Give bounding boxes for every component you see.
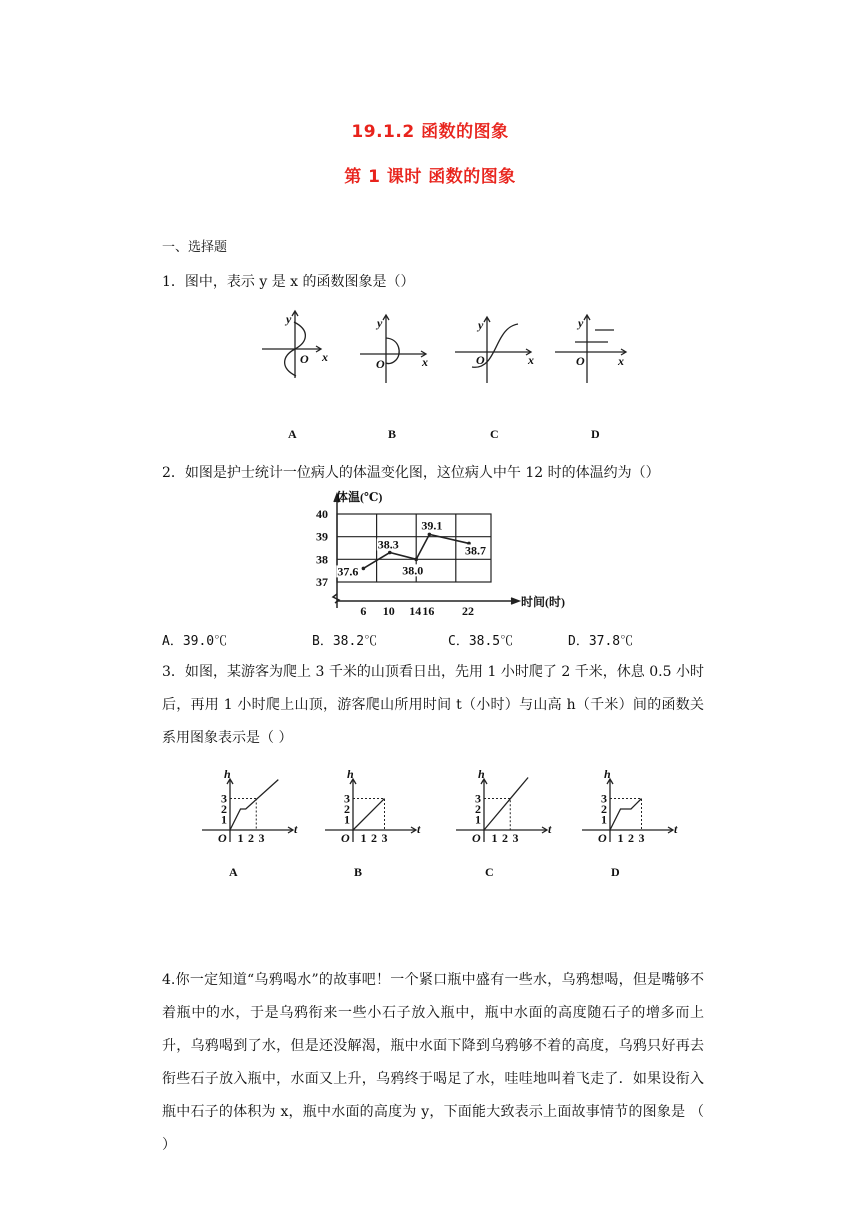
q3-y-tick-label: 2 <box>601 802 607 816</box>
chart-data-point <box>414 558 418 562</box>
svg-text:x: x <box>422 355 428 369</box>
q3-graph-line <box>353 799 385 831</box>
chart-data-label: 37.6 <box>337 564 359 579</box>
q1-label-d: D <box>591 427 600 441</box>
chart-data-label: 39.1 <box>421 518 443 533</box>
q3-origin-label: O <box>598 831 607 845</box>
q3-label-b: B <box>354 865 363 879</box>
q3-graph-line <box>610 799 642 831</box>
q3-x-tick-label: 2 <box>628 831 634 845</box>
q3-axis-label-h: h <box>478 767 485 781</box>
q3-label-a: A <box>229 865 238 879</box>
svg-text:x: x <box>528 353 534 367</box>
q2-option-b: B．38.2℃ <box>312 634 378 649</box>
q3-axis-label-h: h <box>347 767 354 781</box>
q2-option-d: D．37.8℃ <box>568 634 634 649</box>
q3-axis-label-t: t <box>294 822 298 836</box>
question-2-text: 2．如图是护士统计一位病人的体温变化图，这位病人中午 12 时的体温约为（） <box>162 465 660 481</box>
chart-y-tick-label: 38 <box>316 552 328 567</box>
page-title: 19.1.2 函数的图象 <box>351 122 509 142</box>
svg-text:x: x <box>322 350 328 364</box>
q3-y-tick-label: 1 <box>221 812 227 827</box>
svg-text:x: x <box>618 354 624 368</box>
q3-axis-label-t: t <box>417 822 421 836</box>
q3-axis-label-t: t <box>674 822 678 836</box>
q3-label-d: D <box>611 865 620 879</box>
q3-graph-line <box>230 780 278 830</box>
q1-graph-c <box>455 317 531 383</box>
chart-x-axis-label: 时间(时) <box>521 595 565 609</box>
q3-axis-label-h: h <box>224 767 231 781</box>
q2-option-c: C．38.5℃ <box>448 634 514 649</box>
chart-x-tick-label: 10 <box>382 604 395 618</box>
q2-option-a: A．39.0℃ <box>162 634 228 649</box>
q1-label-b: B <box>388 427 397 441</box>
q3-origin-label: O <box>472 831 481 845</box>
chart-y-tick-label: 40 <box>316 507 328 521</box>
q1-graph-b <box>360 315 426 383</box>
q3-y-tick-label: 3 <box>344 791 350 806</box>
svg-text:O: O <box>376 357 385 371</box>
q3-axis-label-h: h <box>604 767 611 781</box>
q3-x-tick-label: 1 <box>237 831 244 845</box>
chart-x-tick-label: 14 <box>409 604 422 618</box>
svg-text:O: O <box>300 352 309 366</box>
page-subtitle: 第 1 课时 函数的图象 <box>344 167 516 187</box>
q3-y-tick-label: 2 <box>221 802 227 816</box>
section-heading: 一、选择题 <box>162 240 228 255</box>
q3-y-tick-label: 3 <box>221 791 227 806</box>
q3-y-tick-label: 1 <box>475 812 481 827</box>
chart-y-tick-label: 39 <box>316 529 328 544</box>
chart-data-point <box>428 533 432 537</box>
q3-x-tick-label: 3 <box>638 831 645 845</box>
q3-x-tick-label: 2 <box>371 831 377 845</box>
q3-origin-label: O <box>341 831 350 845</box>
question-1-text: 1．图中，表示 y 是 x 的函数图象是（） <box>162 274 415 290</box>
q3-x-tick-label: 1 <box>360 831 367 845</box>
q3-x-tick-label: 2 <box>248 831 254 845</box>
q3-x-tick-label: 1 <box>617 831 624 845</box>
svg-text:O: O <box>576 354 585 368</box>
q1-graph-a <box>262 311 321 378</box>
svg-text:O: O <box>476 353 485 367</box>
q1-label-a: A <box>288 427 297 441</box>
temperature-chart <box>305 488 605 620</box>
chart-x-tick-label: 6 <box>360 604 367 618</box>
q3-y-tick-label: 1 <box>601 812 607 827</box>
question-4-text: 4.你一定知道“乌鸦喝水”的故事吧！一个紧口瓶中盛有一些水，乌鸦想喝，但是嘴够不着瓶中的水，于是乌鸦衔来一些小石子放入瓶中，瓶中水面的高度随石子的增多而上升，乌鸦喝到了水，但是还没解渴，瓶中水面下降到乌鸦够不着的高度，乌鸦只好再去衔些石子放入瓶中，水面又上升，乌鸦终于喝足了水，哇哇地叫着飞走了．如果设衔入瓶中石子的体积为 x，瓶中水面的高度为 y，下面能大致表示上面故事情节的图象是 （ ） <box>162 972 704 1153</box>
chart-x-arrow <box>511 598 519 604</box>
q3-x-tick-label: 1 <box>491 831 498 845</box>
svg-text:y: y <box>478 318 484 332</box>
chart-data-label: 38.7 <box>465 543 486 558</box>
chart-y-axis-label: 体温(℃) <box>336 490 383 504</box>
q3-x-tick-label: 3 <box>381 831 388 845</box>
chart-x-tick-label: 22 <box>462 604 474 618</box>
chart-data-point <box>362 567 366 571</box>
q3-origin-label: O <box>218 831 227 845</box>
q3-y-tick-label: 1 <box>344 812 350 827</box>
chart-data-label: 38.0 <box>402 563 424 578</box>
chart-x-tick-label: 16 <box>422 604 435 618</box>
question-3-figure <box>200 767 690 882</box>
question-3-text: 3．如图，某游客为爬上 3 千米的山顶看日出，先用 1 小时爬了 2 千米，休息 0.5 小时后，再用 1 小时爬上山顶，游客爬山所用时间 t（小时）与山高 h（千米）间的函数关系用图象表示是（ ） <box>162 664 704 746</box>
q3-graph-line <box>484 778 528 831</box>
q3-label-c: C <box>485 865 494 879</box>
q3-x-tick-label: 3 <box>258 831 265 845</box>
svg-text:y: y <box>286 312 292 326</box>
chart-data-label: 38.3 <box>377 537 399 552</box>
q3-axis-label-t: t <box>548 822 552 836</box>
q3-y-tick-label: 2 <box>475 802 481 816</box>
q3-y-tick-label: 3 <box>475 791 481 806</box>
q3-y-tick-label: 3 <box>601 791 607 806</box>
svg-text:y: y <box>578 316 584 330</box>
q1-label-c: C <box>490 427 499 441</box>
svg-text:y: y <box>377 316 383 330</box>
chart-y-tick-label: 37 <box>316 575 328 589</box>
q1-graph-d <box>555 315 626 383</box>
q3-y-tick-label: 2 <box>344 802 350 816</box>
q3-x-tick-label: 2 <box>502 831 508 845</box>
q3-x-tick-label: 3 <box>512 831 519 845</box>
question-1-figure <box>250 308 640 448</box>
